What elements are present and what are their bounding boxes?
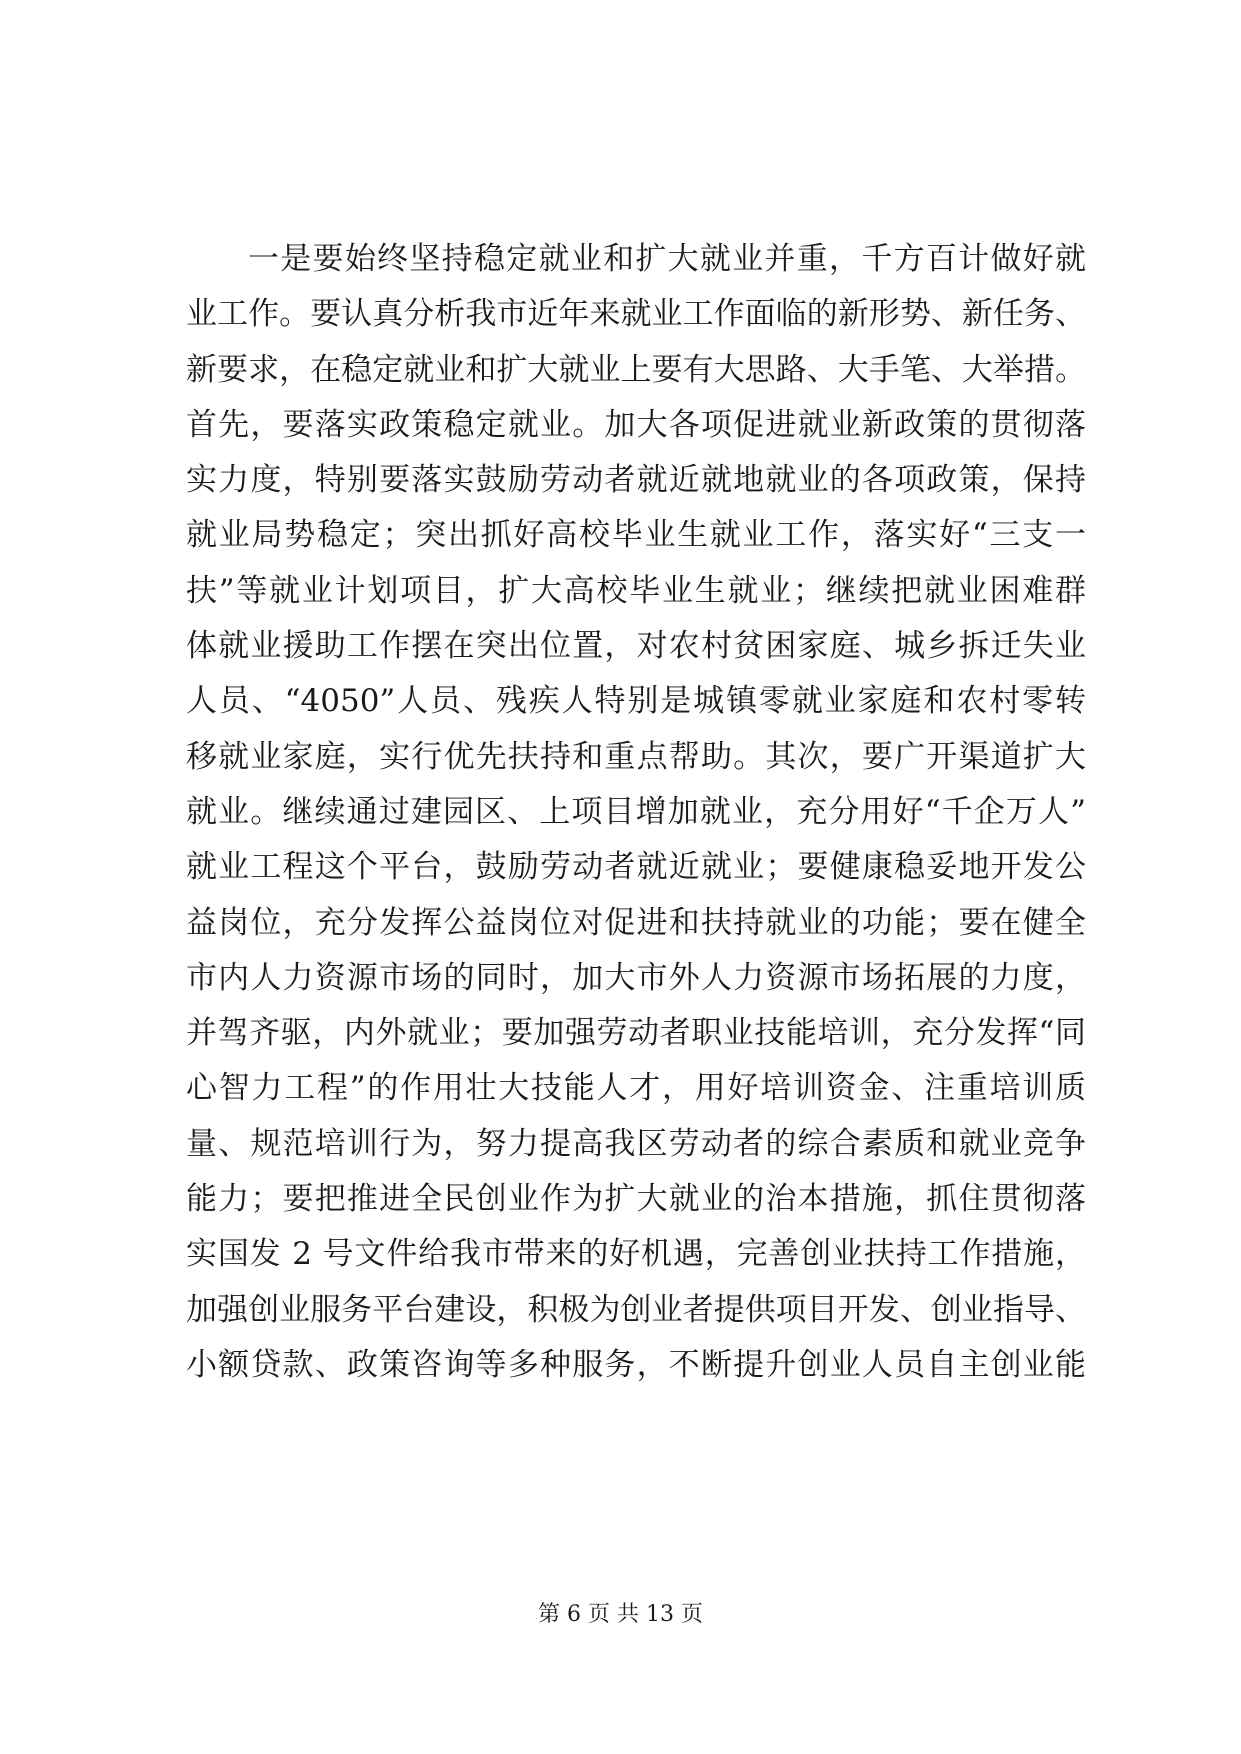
- text-line: 实国发 2 号文件给我市带来的好机遇，完善创业扶持工作措施，: [186, 1236, 1086, 1273]
- text-line: 量、规范培训行为，努力提高我区劳动者的综合素质和就业竞争: [186, 1125, 1086, 1162]
- text-line: 业工作。要认真分析我市近年来就业工作面临的新形势、新任务、: [186, 296, 1086, 333]
- text-line: 并驾齐驱，内外就业；要加强劳动者职业技能培训，充分发挥“同: [186, 1015, 1086, 1052]
- text-line: 首先，要落实政策稳定就业。加大各项促进就业新政策的贯彻落: [186, 406, 1086, 443]
- text-line: 益岗位，充分发挥公益岗位对促进和扶持就业的功能；要在健全: [186, 904, 1086, 941]
- text-line: 心智力工程”的作用壮大技能人才，用好培训资金、注重培训质: [186, 1070, 1086, 1107]
- text-line: 新要求，在稳定就业和扩大就业上要有大思路、大手笔、大举措。: [186, 351, 1086, 388]
- text-line: 实力度，特别要落实鼓励劳动者就近就地就业的各项政策，保持: [186, 462, 1086, 499]
- text-line: 移就业家庭，实行优先扶持和重点帮助。其次，要广开渠道扩大: [186, 738, 1086, 775]
- text-line: 人员、“4050”人员、残疾人特别是城镇零就业家庭和农村零转: [186, 683, 1086, 720]
- text-line: 小额贷款、政策咨询等多种服务，不断提升创业人员自主创业能: [186, 1346, 1086, 1383]
- page-number-footer: 第 6 页 共 13 页: [538, 1602, 703, 1627]
- text-line: 就业工程这个平台，鼓励劳动者就近就业；要健康稳妥地开发公: [186, 849, 1086, 886]
- text-line: 加强创业服务平台建设，积极为创业者提供项目开发、创业指导、: [186, 1291, 1086, 1328]
- text-line: 扶”等就业计划项目，扩大高校毕业生就业；继续把就业困难群: [186, 572, 1086, 609]
- text-line: 能力；要把推进全民创业作为扩大就业的治本措施，抓住贯彻落: [186, 1181, 1086, 1218]
- text-line: 体就业援助工作摆在突出位置，对农村贫困家庭、城乡拆迁失业: [186, 628, 1086, 665]
- text-line: 就业。继续通过建园区、上项目增加就业，充分用好“千企万人”: [186, 793, 1086, 830]
- text-line: 市内人力资源市场的同时，加大市外人力资源市场拓展的力度，: [186, 959, 1086, 996]
- body-paragraph: [186, 232, 1086, 1393]
- text-line: 一是要始终坚持稳定就业和扩大就业并重，千方百计做好就: [248, 241, 1086, 277]
- text-line: 就业局势稳定；突出抓好高校毕业生就业工作，落实好“三支一: [186, 517, 1086, 554]
